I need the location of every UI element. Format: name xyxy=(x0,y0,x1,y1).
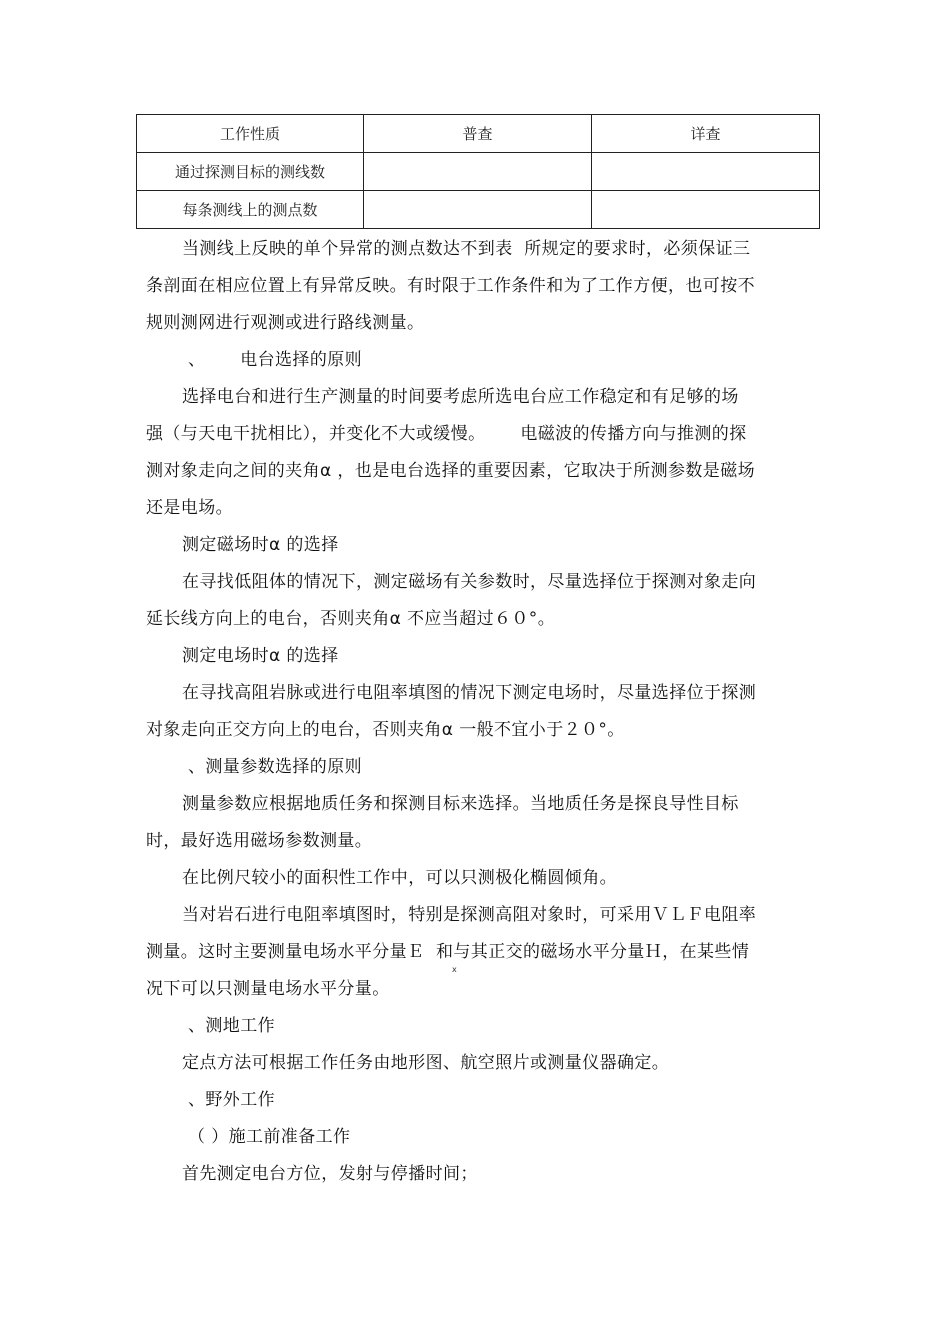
body-text-line: 规则测网进行观测或进行路线测量。 xyxy=(146,313,425,333)
body-text-line: 时，最好选用磁场参数测量。 xyxy=(146,831,373,851)
table-header-row xyxy=(137,115,820,153)
body-text-line: 在比例尺较小的面积性工作中，可以只测极化椭圆倾角。 xyxy=(182,868,617,888)
table-header-cell: 详查 xyxy=(592,115,820,153)
body-text-line: 测量。这时主要测量电场水平分量Ｅ 和与其正交的磁场水平分量Ｈ，在某些情 xyxy=(146,942,750,962)
body-text-line: 选择电台和进行生产测量的时间要考虑所选电台应工作稳定和有足够的场 xyxy=(182,387,739,407)
table-header-cell: 普查 xyxy=(364,115,592,153)
body-text-line: 当对岩石进行电阻率填图时，特别是探测高阻对象时，可采用ＶＬＦ电阻率 xyxy=(182,905,757,925)
body-text-line: 强（与天电干扰相比），并变化不大或缓慢。 电磁波的传播方向与推测的探 xyxy=(146,424,747,444)
table-cell xyxy=(592,153,820,191)
body-text-line: 在寻找低阻体的情况下，测定磁场有关参数时，尽量选择位于探测对象走向 xyxy=(182,572,757,592)
table-cell xyxy=(592,191,820,229)
section-heading: 、测地工作 xyxy=(188,1016,275,1036)
body-text-line: 对象走向正交方向上的电台，否则夹角α 一般不宜小于２０°。 xyxy=(146,720,625,740)
body-text-line: 定点方法可根据工作任务由地形图、航空照片或测量仪器确定。 xyxy=(182,1053,670,1073)
section-heading: 、 电台选择的原则 xyxy=(188,350,363,370)
table-cell: 每条测线上的测点数 xyxy=(137,191,364,229)
subsection-heading: （ ）施工前准备工作 xyxy=(188,1127,351,1147)
subscript-x: x xyxy=(452,965,457,974)
body-text-line: 测对象走向之间的夹角α ，也是电台选择的重要因素，它取决于所测参数是磁场 xyxy=(146,461,756,481)
body-text-line: 还是电场。 xyxy=(146,498,233,518)
body-text-line: 当测线上反映的单个异常的测点数达不到表 所规定的要求时，必须保证三 xyxy=(182,239,751,259)
table-cell: 通过探测目标的测线数 xyxy=(137,153,364,191)
table-cell xyxy=(364,153,592,191)
subsection-heading: 测定电场时α 的选择 xyxy=(182,646,339,666)
section-heading: 、野外工作 xyxy=(188,1090,275,1110)
table-cell xyxy=(364,191,592,229)
table-header-cell: 工作性质 xyxy=(137,115,364,153)
table-row xyxy=(137,153,820,191)
body-text-line: 况下可以只测量电场水平分量。 xyxy=(146,979,390,999)
body-text-line: 在寻找高阻岩脉或进行电阻率填图的情况下测定电场时，尽量选择位于探测 xyxy=(182,683,757,703)
body-text-line: 首先测定电台方位，发射与停播时间； xyxy=(182,1164,478,1184)
body-text-line: 条剖面在相应位置上有异常反映。有时限于工作条件和为了工作方便，也可按不 xyxy=(146,276,755,296)
section-heading: 、测量参数选择的原则 xyxy=(188,757,362,777)
survey-spec-table xyxy=(136,114,820,229)
body-text-line: 测量参数应根据地质任务和探测目标来选择。当地质任务是探良导性目标 xyxy=(182,794,739,814)
body-text-line: 延长线方向上的电台，否则夹角α 不应当超过６０°。 xyxy=(146,609,556,629)
table-row xyxy=(137,191,820,229)
subsection-heading: 测定磁场时α 的选择 xyxy=(182,535,339,555)
